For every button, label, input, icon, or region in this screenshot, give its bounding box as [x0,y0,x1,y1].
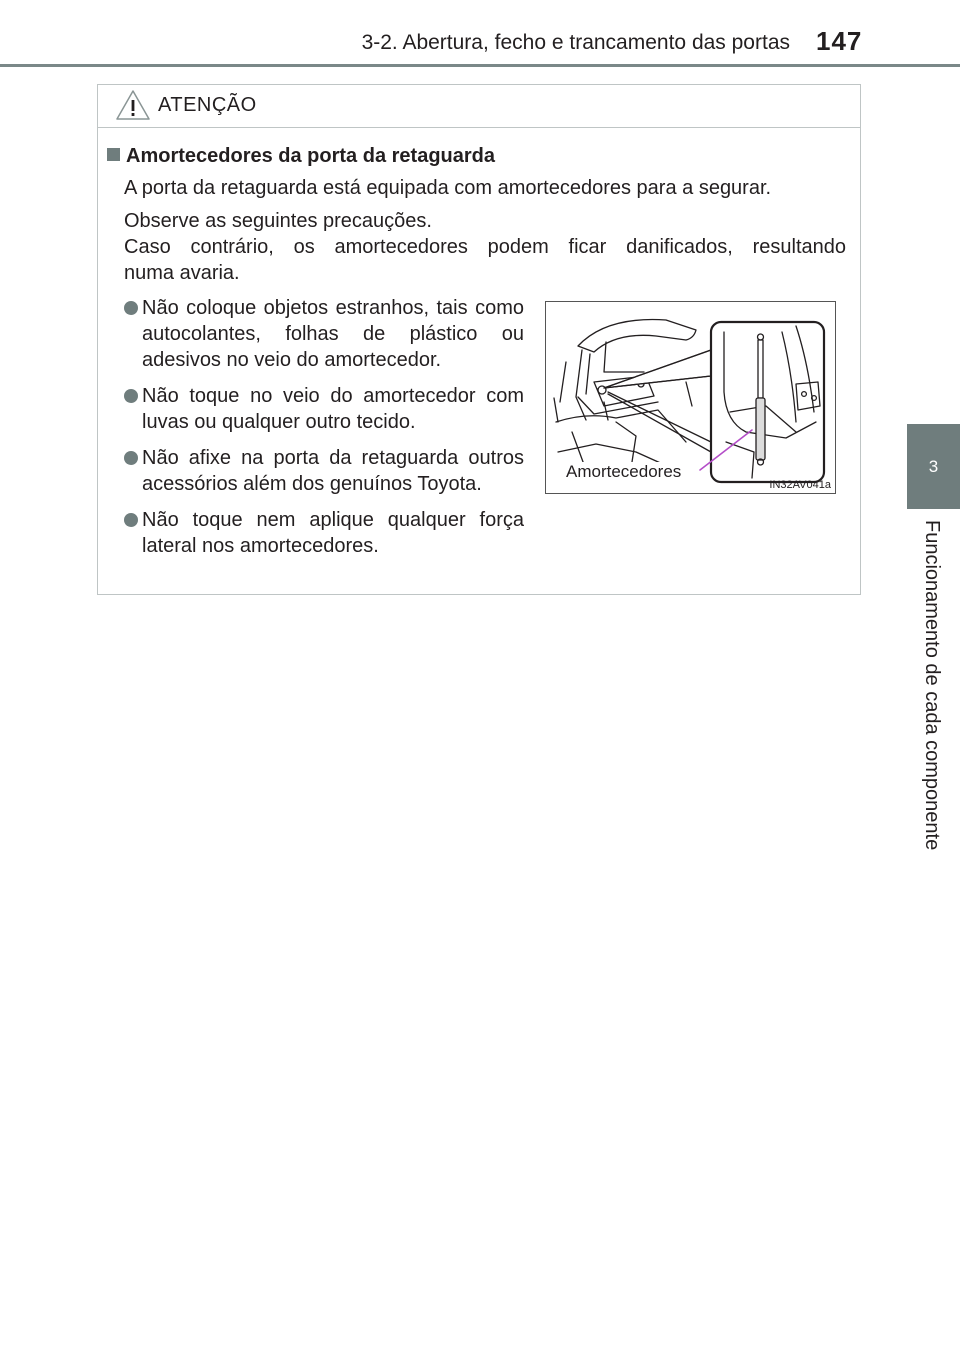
caution-box [97,84,861,595]
warning-triangle-icon [115,89,151,121]
list-item: Não toque no veio do amortecedor com luvas ou qualquer outro tecido. [124,383,524,435]
precaution-list [124,295,524,569]
running-header: 3-2. Abertura, fecho e trancamento das portas [361,31,790,54]
section-heading-text: Amortecedores da porta da retaguarda [126,145,495,167]
paragraph: Observe as seguintes precauções. [124,210,432,232]
chapter-number: 3 [928,456,939,476]
square-bullet-icon [107,148,120,161]
section-heading [107,145,495,168]
paragraph: A porta da retaguarda está equipada com amortecedores para a segurar. [124,177,772,199]
bullet-dot-icon [124,513,138,527]
bullet-dot-icon [124,451,138,465]
chapter-tab [907,424,960,509]
caution-header [98,85,860,128]
list-item: Não toque nem aplique qualquer força lateral nos amortecedores. [124,507,524,559]
header-rule [0,64,960,67]
figure-code: IN32AV041a [769,479,831,491]
figure-callout-label: Amortecedores [566,462,682,481]
bullet-dot-icon [124,389,138,403]
list-item: Não coloque objetos estranhos, tais como autocolantes, folhas de plástico ou adesivos no veio do amortecedor. [124,295,524,373]
paragraph: Caso contrário, os amortecedores podem ficar danificados, resultando [124,236,846,258]
caution-label: ATENÇÃO [158,94,257,116]
tailgate-damper-illustration [545,301,836,494]
chapter-title: Funcionamento de cada componente [921,520,943,851]
list-item: Não afixe na porta da retaguarda outros acessórios além dos genuínos Toyota. [124,445,524,497]
page-number: 147 [816,26,863,56]
bullet-dot-icon [124,301,138,315]
paragraph: numa avaria. [124,262,240,284]
